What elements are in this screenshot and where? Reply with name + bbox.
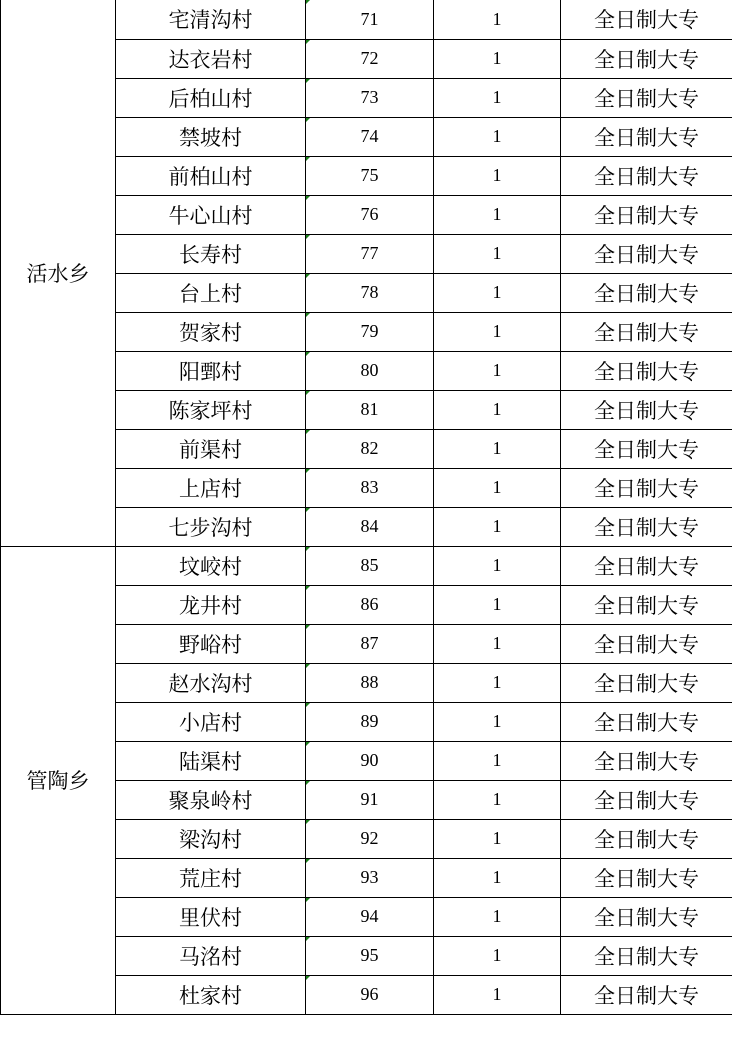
education-cell: 全日制大专: [561, 312, 732, 351]
education-cell: 全日制大专: [561, 429, 732, 468]
count-cell: 1: [434, 390, 561, 429]
count-cell: 1: [434, 156, 561, 195]
education-cell: 全日制大专: [561, 78, 732, 117]
education-cell: 全日制大专: [561, 195, 732, 234]
count-cell: 1: [434, 234, 561, 273]
education-cell: 全日制大专: [561, 351, 732, 390]
table-row: [1, 546, 732, 585]
count-cell: 1: [434, 78, 561, 117]
count-cell: 1: [434, 702, 561, 741]
village-cell: 前渠村: [116, 429, 306, 468]
code-cell: 92: [306, 819, 434, 858]
village-cell: 龙井村: [116, 585, 306, 624]
education-cell: 全日制大专: [561, 780, 732, 819]
education-cell: 全日制大专: [561, 0, 732, 39]
code-cell: 96: [306, 975, 434, 1014]
count-cell: 1: [434, 273, 561, 312]
count-cell: 1: [434, 195, 561, 234]
count-cell: 1: [434, 546, 561, 585]
education-cell: 全日制大专: [561, 741, 732, 780]
count-cell: 1: [434, 936, 561, 975]
village-cell: 里伏村: [116, 897, 306, 936]
code-cell: 74: [306, 117, 434, 156]
education-cell: 全日制大专: [561, 819, 732, 858]
code-cell: 80: [306, 351, 434, 390]
code-cell: 78: [306, 273, 434, 312]
education-cell: 全日制大专: [561, 858, 732, 897]
count-cell: 1: [434, 741, 561, 780]
code-cell: 94: [306, 897, 434, 936]
village-cell: 贺家村: [116, 312, 306, 351]
code-cell: 76: [306, 195, 434, 234]
code-cell: 77: [306, 234, 434, 273]
education-cell: 全日制大专: [561, 39, 732, 78]
count-cell: 1: [434, 897, 561, 936]
education-cell: 全日制大专: [561, 507, 732, 546]
code-cell: 79: [306, 312, 434, 351]
village-cell: 牛心山村: [116, 195, 306, 234]
education-cell: 全日制大专: [561, 936, 732, 975]
count-cell: 1: [434, 312, 561, 351]
village-cell: 台上村: [116, 273, 306, 312]
education-cell: 全日制大专: [561, 390, 732, 429]
village-cell: 梁沟村: [116, 819, 306, 858]
town-cell: 管陶乡: [1, 546, 116, 1014]
count-cell: 1: [434, 624, 561, 663]
count-cell: 1: [434, 975, 561, 1014]
education-cell: 全日制大专: [561, 156, 732, 195]
village-cell: 长寿村: [116, 234, 306, 273]
count-cell: 1: [434, 429, 561, 468]
count-cell: 1: [434, 468, 561, 507]
education-cell: 全日制大专: [561, 234, 732, 273]
code-cell: 89: [306, 702, 434, 741]
education-cell: 全日制大专: [561, 975, 732, 1014]
village-cell: 阳鄄村: [116, 351, 306, 390]
education-cell: 全日制大专: [561, 624, 732, 663]
count-cell: 1: [434, 858, 561, 897]
code-cell: 95: [306, 936, 434, 975]
education-cell: 全日制大专: [561, 117, 732, 156]
village-cell: 聚泉岭村: [116, 780, 306, 819]
village-cell: 后柏山村: [116, 78, 306, 117]
count-cell: 1: [434, 507, 561, 546]
count-cell: 1: [434, 0, 561, 39]
education-cell: 全日制大专: [561, 468, 732, 507]
education-cell: 全日制大专: [561, 663, 732, 702]
village-cell: 上店村: [116, 468, 306, 507]
village-cell: 陈家坪村: [116, 390, 306, 429]
code-cell: 73: [306, 78, 434, 117]
code-cell: 93: [306, 858, 434, 897]
village-cell: 野峪村: [116, 624, 306, 663]
code-cell: 83: [306, 468, 434, 507]
code-cell: 71: [306, 0, 434, 39]
count-cell: 1: [434, 585, 561, 624]
village-cell: 坟峧村: [116, 546, 306, 585]
village-cell: 禁坡村: [116, 117, 306, 156]
code-cell: 91: [306, 780, 434, 819]
count-cell: 1: [434, 351, 561, 390]
village-cell: 七步沟村: [116, 507, 306, 546]
village-cell: 杜家村: [116, 975, 306, 1014]
code-cell: 81: [306, 390, 434, 429]
education-cell: 全日制大专: [561, 702, 732, 741]
village-cell: 赵水沟村: [116, 663, 306, 702]
village-cell: 马洺村: [116, 936, 306, 975]
code-cell: 86: [306, 585, 434, 624]
education-cell: 全日制大专: [561, 897, 732, 936]
village-cell: 宅清沟村: [116, 0, 306, 39]
code-cell: 84: [306, 507, 434, 546]
count-cell: 1: [434, 117, 561, 156]
count-cell: 1: [434, 819, 561, 858]
code-cell: 85: [306, 546, 434, 585]
table-row: [1, 0, 732, 39]
education-cell: 全日制大专: [561, 273, 732, 312]
count-cell: 1: [434, 780, 561, 819]
count-cell: 1: [434, 663, 561, 702]
code-cell: 87: [306, 624, 434, 663]
village-cell: 达衣岩村: [116, 39, 306, 78]
education-cell: 全日制大专: [561, 546, 732, 585]
code-cell: 75: [306, 156, 434, 195]
education-cell: 全日制大专: [561, 585, 732, 624]
count-cell: 1: [434, 39, 561, 78]
village-cell: 荒庄村: [116, 858, 306, 897]
village-cell: 前柏山村: [116, 156, 306, 195]
table-body: [1, 0, 732, 1014]
village-cell: 陆渠村: [116, 741, 306, 780]
code-cell: 90: [306, 741, 434, 780]
village-cell: 小店村: [116, 702, 306, 741]
code-cell: 72: [306, 39, 434, 78]
town-cell: 活水乡: [1, 0, 116, 546]
code-cell: 82: [306, 429, 434, 468]
code-cell: 88: [306, 663, 434, 702]
